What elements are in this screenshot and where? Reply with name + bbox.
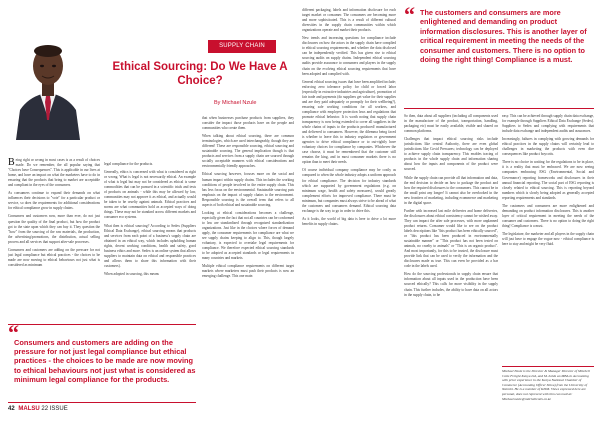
paragraph: When talking about ethical sourcing, there are common terminologies, which are used interchangeably, though they are different! These are responsible sourcing, ethical sourcing and sustainable sourcing. The general implication though is that products and services from a supply chain are sourced through socially acceptable manners with ethical considerations and environmentally friendly approaches. — [202, 134, 294, 169]
paragraph: While the supply chain can provide all that information and data, the end decision to decide on how to package the product and how the required disclosures to the consumers. This cannot be in the small print any longer! It cannot also be overlooked in the new frontiers of marketing, including ecommerce and marketing in the digital space. — [404, 175, 498, 205]
paragraph: What then is ethical sourcing? According to Sedex (Suppliers Ethical Data Exchange), ethical sourcing means that products and services from each point of a business's supply chain are obtained in an ethical way, which includes upholding human rights, decent working conditions, health and safety, good business ethics and more. Sedex is an online system that allows suppliers to maintain data on ethical and responsible practices and allows them to share this information with their customers). — [104, 223, 196, 268]
article-column-4 — [302, 8, 396, 406]
paragraph: Consumers and customers now, more than ever, do not just question the quality of the final product, but how the product got to the state upon which they can buy it. They question the "how" from the sourcing of the raw materials, the production, the advertising/promotions, the distribution, actual selling process and all services that support after-sale processes. — [8, 214, 100, 244]
paragraph: Ethical sourcing however, focuses more on the social and human impact within supply chains. This includes the working conditions of people involved in the entire supply chain. This has less focus on the environmental. Sustainable sourcing puts emphasis on the impact of supply chains to the environment. Responsible sourcing is the overall term that refers to all aspects of both ethical and sustainable sourcing. — [202, 172, 294, 207]
author-photo — [12, 28, 84, 140]
paragraph: Challenges that impact ethical sourcing risks include jurisdictions like central Authority, there are even global jurisdictions like Covid Pressures; technology can be deployed to achieve supply chain transparency. This enables tracing of products in the whole supply chain and information sharing about how the inputs and components of the product were sourced. — [404, 137, 498, 172]
page-number: 42 — [8, 406, 15, 412]
paragraph-text: eing right or wrong in most cases is as a result of choices made. Do we remember, the all popular saying that "Choices have Consequences". This is applicable in our lives at home, and have an impact on what the marketers have to do in ensuring that the products that bring to market are acceptable and compliant in the eyes of the consumers. — [8, 158, 100, 188]
paragraph: As consumers continue to expand their demands on what influences their decisions to "vote" for a particular product or service, so does the requirements for additional considerations for ethical compliance grow in supply chains. — [8, 191, 100, 211]
paragraph: Generally, ethics is concerned with what is considered as right or wrong. What is legal is not necessarily ethical. An example of what is legal but may not be considered as ethical is some commodities that can be pursued in a scientific trials and tests of products on animals - while this may be allowed by law, communities may not approve it as ethical, and actually would be taken to be cruelty against animals. Ethical practices and norms are what communities hold as accepted ways of doing things. These may not be standard across different markets and consumer eco systems. — [104, 170, 196, 220]
section-banner: SUPPLY CHAIN — [208, 40, 276, 53]
paragraph: that when businesses purchase products from suppliers, they consider the impact those products have on the people and communities who create them. — [202, 116, 294, 131]
paragraph: New trends and increasing questions for compliance include disclosures on how the actors in the supply chain have complied to ethical sourcing requirements, and whether the data disclosed can be independently verified. This has given rise to ethical sourcing audits on supply chains. Independent ethical sourcing audits provide assurance to consumers and players in the supply chain on the evolving ethical sourcing requirements that have been adopted and complied with. — [302, 36, 396, 76]
paragraph — [8, 158, 100, 188]
paragraph: different packaging, labels and information disclosure for each target market or consumer. The consumers are becoming more and more sophisticated. This is a result of different cultural diversities in the supply chain communities within which organizations operate and market their products. — [302, 8, 396, 33]
article-column-5 — [404, 114, 498, 406]
paragraph: The customers and consumers are more enlightened and demanding on product information disclosures. This is another layer of critical requirement in meeting the needs of the consumer and customers. There is no option to doing the right thing! Compliance is a must. — [502, 203, 594, 228]
magazine-name: MALSU — [18, 406, 40, 412]
article-title: Ethical Sourcing: Do We Have A Choice? — [112, 61, 288, 87]
pull-quote-rule — [8, 402, 196, 403]
paragraph: Consumers and customers are adding on the pressure for not just legal compliance but ethical practices - the choices to be made are now moving to ethical behaviours not just what is considered as minimum — [8, 247, 100, 267]
paragraph: Of course individual company compliance may be costly as compared to when the whole industry adopts a uniform approach for ethical compliance. The decision for industry standards which are supported by government regulations (e.g. on minimum wage, health and safety measures), would greatly complement efforts for improved compliance. There must be minimum, but companies must always strive to be ahead of what the customers and consumers demand. Ethical sourcing data exchange is the way to go in order to drive this. — [302, 168, 396, 213]
paragraph: Further with increased last mile deliveries and home deliveries, the disclosures about ethical consistency cannot be wished away. They can impact the after sale processes, with more unplanned product returns. Consumer would like to see on the product labels descriptions like "this product has been ethically sourced", or "this product has been produced in environmentally sustainable manner" or "This product has not been tested on animals, no cruelty to animals" or "This is an organic product". And most importantly, for this to be trusted, the disclosure must provide link that can be used to verify the information and the disclosures made as true. This can even be provided as a bar code in the labels used. — [404, 208, 498, 269]
pull-quote-rule — [8, 324, 196, 325]
paragraph: General ethical sourcing issues that have been amplified include; enforcing zero tolerance policy for child or forced labor (especially in extractive industries and agriculture), promotion of fair trade and payments (do suppliers get value for their supplies and are they paid adequately or promptly for their wellbeing?), ensuring safe working conditions for all workers, and compliance with employee protection laws and regulations that promote ethical behavior. It is worth noting that supply chain transparency is now being extended to cover all suppliers in the whole chains of inputs to the products produced/ manufactured and delivered to consumers. However, the dilemma being faced is whether to leave this to industry regulators or government agencies to drive ethical compliance or to out-rightly have voluntary choices for compliance by companies. Whichever the case choose, it must be remembered that the customer still remains the king, and in most consumer markets there is no option than to meet their needs. — [302, 79, 396, 165]
article-column-3 — [202, 116, 294, 404]
paragraph: Increasingly, failures in complying with growing demands for ethical practices in the supply chains will certainly lead to challenges in marketing the products with even dire consequences like product boycotts. — [502, 137, 594, 157]
pull-quote-1: Consumers and customers are adding on the pressure for not just legal compliance but ethical practices - the choices to be made are now moving to ethical behaviours not just what is considered as minimum legal compliance for the products. — [14, 338, 196, 384]
author-byline: By Michael Nzule — [214, 100, 257, 106]
quote-mark-icon: “ — [404, 2, 415, 27]
issue-label: 22 ISSUE — [41, 406, 68, 412]
paragraph: There is no choice in waiting for the regulations to be in place, it is a reality that must be embraced. We are now seeing companies embracing ESG (Environmental, Social and Governance) reporting frameworks and disclosures in their annual financial reporting. The social part of ESG reporting is closely related to ethical sourcing. This is reporting beyond numbers which is slowly being adopted as generally accepted reporting requirements and standards. — [502, 160, 594, 200]
bio-rule — [502, 366, 594, 367]
paragraph: The legislature, the marketer and all players in the supply chain will just have to engage the vogue now - ethical compliance is here to stay and might be very fluid. — [502, 231, 594, 247]
paragraph: legal compliance for the products. — [104, 162, 153, 166]
paragraph: As it looks, the world of big data is here to drive a lot more benefits in supply chains. — [302, 216, 396, 226]
author-bio: Michael Nzule is the Director & Manager Director of Mitchell Cotts Freight Kenya Ltd, and M. holds an MBA in Accounting with prior experience in the Kenya National Chamber of Commerce (Accounting Officer Shiva) from the University of Nairobi. He is a member of KISM. Views expressed here are personal, does not represent with him can mail at: Michael.nzule@mitchellcotts.co.ke — [502, 369, 590, 401]
paragraph: Multiple ethical compliance requirements on different target markets where marketers must push their products is now an emerging challenge. This one main — [202, 264, 294, 279]
article-column-2 — [104, 162, 196, 320]
article-column-6 — [502, 114, 594, 364]
quote-mark-icon: “ — [8, 320, 19, 345]
pull-quote-2: The customers and consumers are more enlightened and demanding on product information disclosures. This is another layer of critical requirement in meeting the needs of the consumer and customers. There is no option to doing the right thing! Compliance is a must. — [420, 8, 587, 65]
drop-cap: B — [8, 158, 15, 168]
pull-quote-rule — [404, 108, 594, 109]
paragraph: How do the sourcing professionals in supply chain ensure that information about all inputs used in the production have been sourced ethically? This calls for more visibility in the supply chain. This further includes, the ability to have data on all actors in the supply chain, to be — [404, 272, 498, 297]
paragraph: When adopted in sourcing, this means — [104, 271, 159, 276]
paragraph: So then, data about all suppliers (including all components used in the manufacture of the product, transportation, handling, packaging etc) must be easily available, visible and shared on common platforms. — [404, 114, 498, 134]
page-footer — [8, 406, 68, 412]
paragraph: Looking at ethical considerations becomes a challenge, especially given the fact that not all countries can be conformed to law are standardized through recognized standardization organizations. Just like in the choices where forces of demand apply, the consumer requirements for compliance are what we see supply chains keeping to align to. This, though largely voluntary, is expected to overtake legal requirements for compliance. We therefore expected ethical sourcing standards to be adopted as accepted standards or legal requirements in many countries and markets. — [202, 210, 294, 261]
paragraph: easy. This can be achieved through supply chain data exchange, for example through Suppliers Ethical Data Exchange (Sedex). Suppliers to Sedex and complying with requirements that include data exchange and independent audits and assurances. — [502, 114, 594, 134]
author-portrait-image — [12, 28, 84, 140]
article-column-1 — [8, 158, 100, 320]
